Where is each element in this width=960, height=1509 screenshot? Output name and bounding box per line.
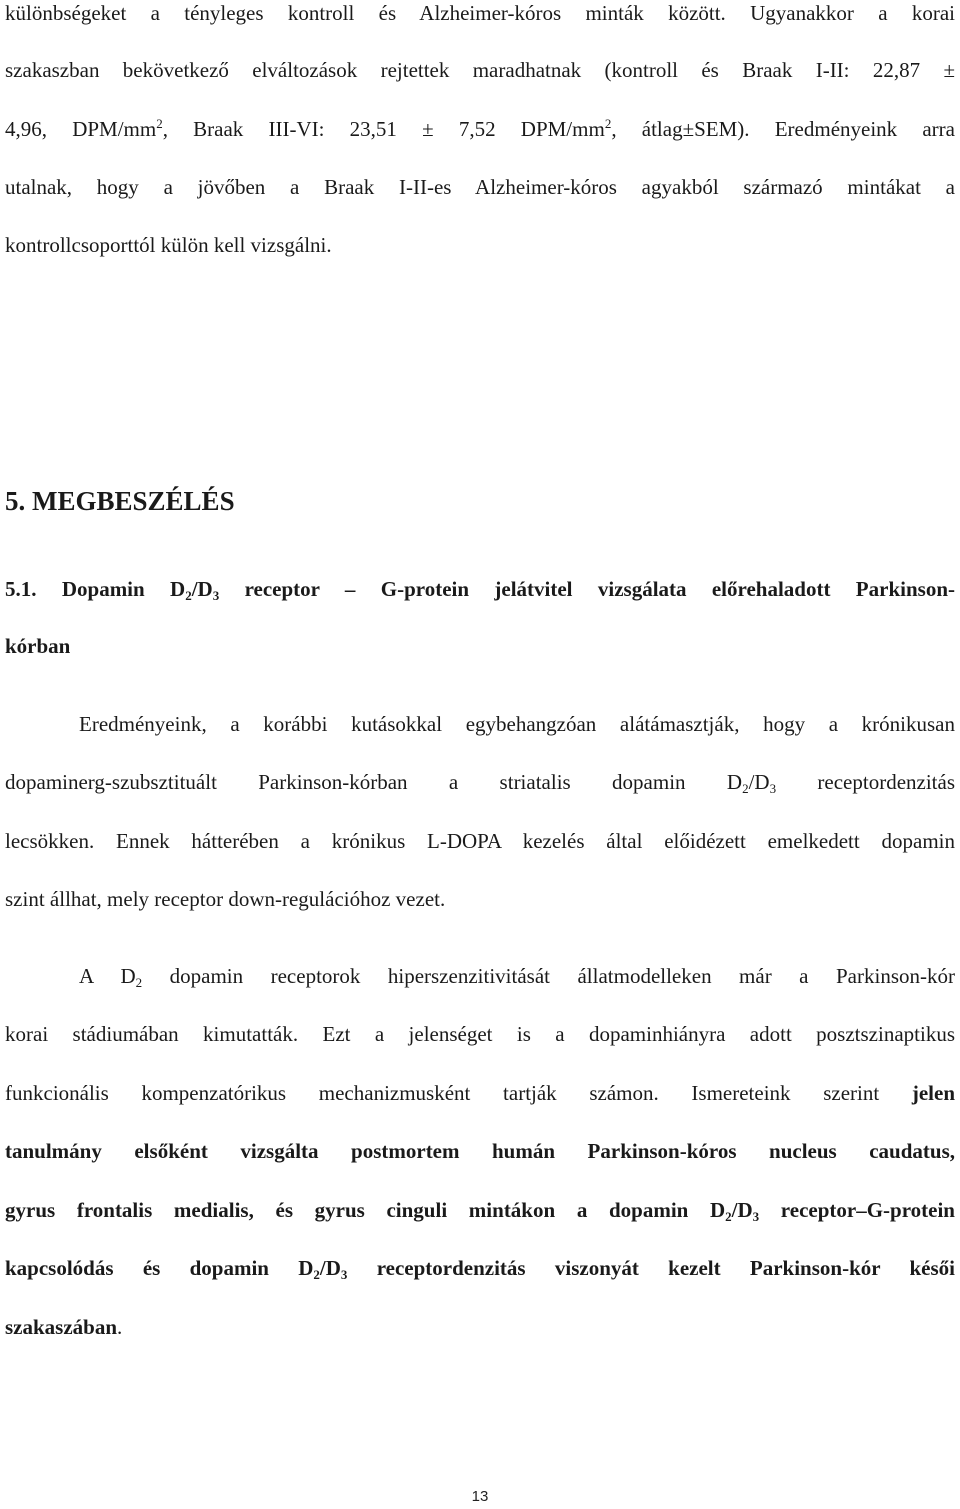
superscript: 2 [156,116,163,131]
para1-line-1: Eredményeink, a korábbi kutásokkal egybehangzóan alátámasztják, hogy a krónikusan [79,712,955,736]
para1-line-4: szint állhat, mely receptor down-regulációhoz vezet. [5,887,446,911]
subsection-title-line-2: kórban [5,634,71,658]
intro-line-5: kontrollcsoporttól külön kell vizsgálni. [5,233,332,257]
superscript: 2 [604,116,612,131]
para2-line-7: szakaszában. [5,1315,123,1339]
para1-line-3: lecsökken. Ennek hátterében a krónikus L-DOPA kezelés által előidézett emelkedett dopamin [5,829,955,853]
para2-line-4: tanulmány elsőként vizsgálta postmortem humán Parkinson-kóros nucleus caudatus, [5,1139,955,1163]
intro-line-1: különbségeket a tényleges kontroll és Alzheimer-kóros minták között. Ugyanakkor a korai [5,1,955,25]
para2-line-3: funkcionális kompenzatórikus mechanizmusként tartják számon. Ismereteink szerint jelen [5,1081,955,1105]
subsection-title-line-1: 5.1. Dopamin $D_2/D_3$ receptor – G-protein jelátvitel vizsgálata előrehaladott Parkinson- [5,577,955,603]
para1-line-2: dopaminerg-szubsztituált Parkinson-kórban a striatalis dopamin $D_2/D_3$ receptordenzitás [5,770,955,796]
page-number: 13 [471,1488,489,1505]
para2-line-2: korai stádiumában kimutatták. Ezt a jelenséget is a dopaminhiányra adott posztszinaptikus [5,1022,955,1046]
intro-line-2: szakaszban bekövetkező elváltozások rejtettek maradhatnak (kontroll és Braak I-II: 22,87 ± [5,58,955,82]
intro-line-3: 4,96, DPM/$mm^2$, Braak III-VI: 23,51 ± 7,52 DPM/$mm^2$, átlag±SEM). Eredményeink arra [5,116,955,141]
para2-line-6: kapcsolódás és dopamin $D_2/D_3$ receptordenzitás viszonyát kezelt Parkinson-kór késői [5,1256,955,1282]
section-title: 5. MEGBESZÉLÉS [5,486,235,516]
intro-line-4: utalnak, hogy a jövőben a Braak I-II-es Alzheimer-kóros agyakból származó mintákat a [5,175,955,199]
para2-line-5: gyrus frontalis medialis, és gyrus cinguli mintákon a dopamin $D_2/D_3$ receptor–G-protein [5,1198,955,1224]
para2-line-1: A $D_2$ dopamin receptorok hiperszenzitivitását állatmodelleken már a Parkinson-kór [79,964,955,990]
